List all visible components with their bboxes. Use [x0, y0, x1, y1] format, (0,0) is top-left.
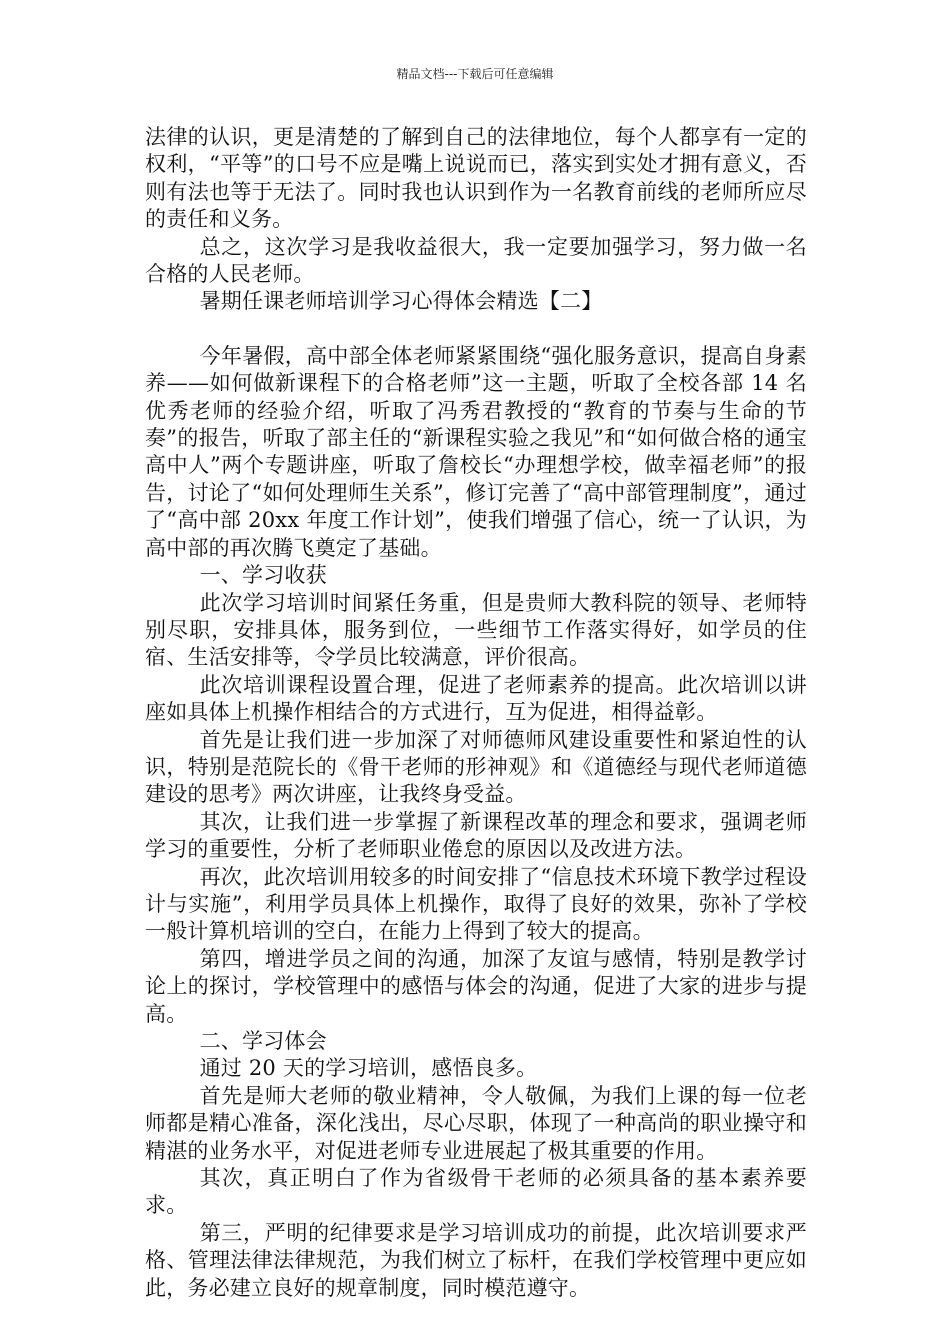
paragraph: 第三，严明的纪律要求是学习培训成功的前提，此次培训要求严格、管理法律法律规范，为我们树立了标杆，在我们学校管理中更应如此，务必建立良好的规章制度，同时模范遵守。: [145, 1220, 807, 1300]
paragraph: 暑期任课老师培训学习心得体会精选【二】: [199, 289, 603, 314]
paragraph: 首先是让我们进一步加深了对师德师风建设重要性和紧迫性的认识，特别是范院长的《骨干老师的形神观》和《道德经与现代老师道德建设的思考》两次讲座，让我终身受益。: [145, 727, 807, 807]
paragraph: 第四，增进学员之间的沟通，加深了友谊与感情，特别是教学讨论上的探讨，学校管理中的感悟与体会的沟通，促进了大家的进步与提高。: [145, 946, 807, 1026]
paragraph: 此次学习培训时间紧任务重，但是贵师大教科院的领导、老师特别尽职，安排具体，服务到位，一些细节工作落实得好，如学员的住宿、生活安排等，令学员比较满意，评价很高。: [145, 590, 807, 670]
paragraph: 再次，此次培训用较多的时间安排了“信息技术环境下教学过程设计与实施”，利用学员具体上机操作，取得了良好的效果，弥补了学校一般计算机培训的空白，在能力上得到了较大的提高。: [145, 864, 807, 944]
paragraph: 法律的认识，更是清楚的了解到自己的法律地位，每个人都享有一定的权利，“平等”的口号不应是嘴上说说而已，落实到实处才拥有意义，否则有法也等于无法了。同时我也认识到作为一名教育前线的老师所应尽的责任和义务。: [145, 125, 807, 232]
paragraph: 其次，让我们进一步掌握了新课程改革的理念和要求，强调老师学习的重要性，分析了老师职业倦怠的原因以及改进方法。: [145, 809, 807, 862]
paragraph: 一、学习收获: [199, 563, 327, 588]
paragraph: 通过 20 天的学习培训，感悟良多。: [199, 1056, 538, 1081]
paragraph: 此次培训课程设置合理，促进了老师素养的提高。此次培训以讲座如具体上机操作相结合的方式进行，互为促进，相得益彰。: [145, 672, 807, 725]
document-body: [145, 124, 807, 1302]
paragraph: 今年暑假，高中部全体老师紧紧围绕“强化服务意识，提高自身素养——如何做新课程下的合格老师”这一主题，听取了全校各部 14 名优秀老师的经验介绍，听取了冯秀君教授的“教育的节奏与生命的节奏”的报告，听取了部主任的“新课程实验之我见”和“如何做合格的通宝高中人”两个专题讲座，听取了詹校长“办理想学校，做幸福老师”的报告，讨论了“如何处理师生关系”，修订完善了“高中部管理制度”，通过了“高中部 20xx 年度工作计划”，使我们增强了信心，统一了认识，为高中部的再次腾飞奠定了基础。: [145, 343, 807, 560]
paragraph: 首先是师大老师的敬业精神，令人敬佩，为我们上课的每一位老师都是精心准备，深化浅出，尽心尽职，体现了一种高尚的职业操守和精湛的业务水平，对促进老师专业进展起了极其重要的作用。: [145, 1083, 807, 1163]
page-header: 精品文档---下载后可任意编辑: [396, 67, 554, 81]
paragraph: 其次，真正明白了作为省级骨干老师的必须具备的基本素养要求。: [145, 1166, 807, 1218]
paragraph: 二、学习体会: [199, 1029, 327, 1053]
paragraph: 总之，这次学习是我收益很大，我一定要加强学习，努力做一名合格的人民老师。: [145, 234, 807, 287]
